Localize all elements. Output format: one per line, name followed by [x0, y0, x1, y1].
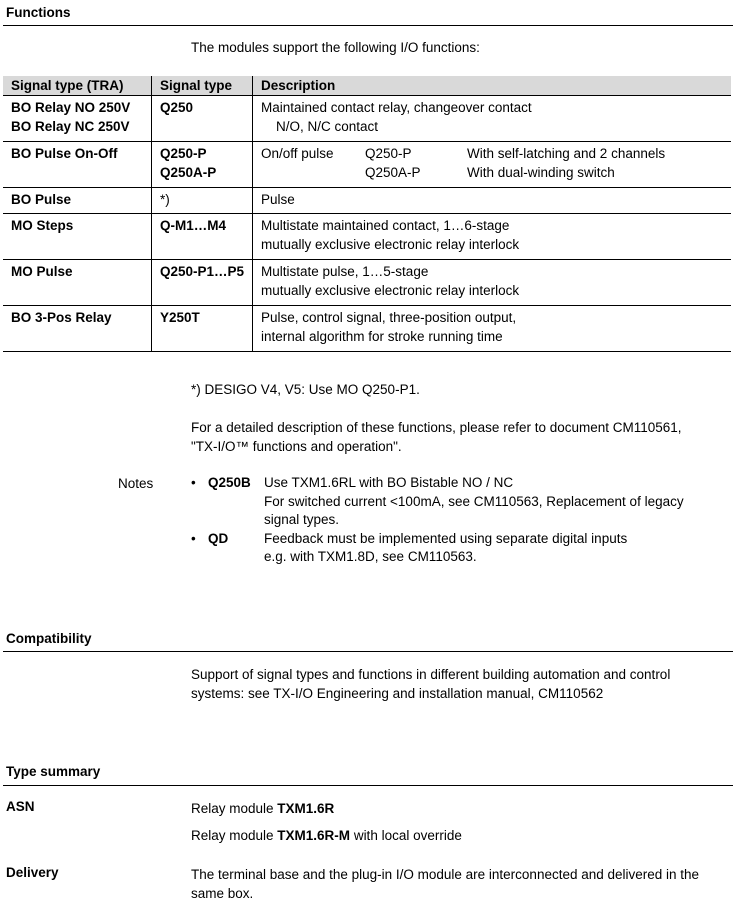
note-item — [191, 474, 734, 530]
bullet-icon: • — [191, 475, 196, 490]
bullet-icon: • — [191, 530, 196, 546]
cell-tra — [3, 214, 152, 260]
cell-text: Multistate pulse, 1…5-stage — [261, 264, 429, 279]
functions-intro: The modules support the following I/O functions: — [191, 40, 480, 55]
cell-text: BO Pulse — [11, 192, 72, 207]
note-line: For switched current <100mA, see CM110563, Replacement of legacy — [264, 493, 684, 509]
cell-tra — [3, 260, 152, 306]
cell-tra — [3, 142, 152, 188]
cell-text: *) — [160, 192, 170, 207]
cell-text: MO Pulse — [11, 264, 73, 279]
cell-text: Multistate maintained contact, 1…6-stage — [261, 218, 510, 233]
note-line: Feedback must be implemented using separate digital inputs — [264, 530, 628, 546]
cell-text: BO Relay NC 250V — [11, 119, 130, 134]
cell-text: mutually exclusive electronic relay interlock — [261, 283, 520, 298]
cell-text: BO 3-Pos Relay — [11, 310, 112, 325]
notes-label: Notes — [118, 476, 154, 491]
note-line: e.g. with TXM1.8D, see CM110563. — [264, 549, 477, 564]
note-text — [264, 474, 734, 530]
cell-text: On/off pulse — [261, 146, 334, 161]
asn-item — [191, 826, 462, 845]
cell-description — [253, 96, 732, 142]
table-row — [3, 96, 731, 142]
table-row — [3, 260, 731, 306]
cell-text: Maintained contact relay, changeover contact — [261, 100, 532, 115]
cell-signal — [152, 260, 253, 306]
cell-text: Pulse — [261, 192, 295, 207]
cell-signal — [152, 142, 253, 188]
section-divider — [3, 651, 733, 652]
column-header-description: Description — [253, 76, 732, 96]
section-title-compatibility: Compatibility — [6, 631, 92, 646]
cell-description — [253, 306, 732, 352]
footnote: *) DESIGO V4, V5: Use MO Q250-P1. — [191, 382, 420, 397]
column-header-signal-type: Signal type — [152, 76, 253, 96]
paragraph-line: For a detailed description of these functions, please refer to document CM110561, — [191, 420, 682, 435]
cell-text: BO Relay NO 250V — [11, 100, 131, 115]
table-header-row — [3, 76, 731, 96]
table-row — [3, 142, 731, 188]
compatibility-text — [191, 665, 670, 703]
paragraph-line: same box. — [191, 886, 254, 901]
cell-text: Q250 — [160, 100, 194, 115]
cell-text: Q250-P — [160, 146, 207, 161]
cell-text: Q250-P — [365, 146, 412, 161]
asn-model: TXM1.6R-M — [277, 828, 351, 843]
section-title-functions: Functions — [6, 5, 71, 20]
paragraph-line: Support of signal types and functions in different building automation and control — [191, 667, 671, 682]
paragraph-line: The terminal base and the plug-in I/O module are interconnected and delivered in the — [191, 867, 700, 882]
cell-text: Q250A-P — [365, 165, 421, 180]
note-key: Q250B — [208, 475, 251, 490]
section-divider — [3, 785, 733, 786]
table-row — [3, 188, 731, 214]
cell-text: Pulse, control signal, three-position output, — [261, 310, 517, 325]
cell-text: MO Steps — [11, 218, 74, 233]
cell-text: internal algorithm for stroke running time — [261, 329, 503, 344]
cell-description — [253, 214, 732, 260]
cell-text: N/O, N/C contact — [276, 119, 379, 134]
note-key: QD — [208, 530, 229, 546]
note-line: Use TXM1.6RL with BO Bistable NO / NC — [264, 475, 514, 490]
functions-table — [3, 76, 731, 352]
cell-text: BO Pulse On-Off — [11, 146, 118, 161]
delivery-text — [191, 865, 699, 903]
note-item — [191, 530, 734, 567]
asn-prefix: Relay module — [191, 801, 278, 816]
asn-model: TXM1.6R — [277, 801, 335, 816]
section-divider — [3, 25, 733, 26]
cell-signal — [152, 214, 253, 260]
cell-tra — [3, 96, 152, 142]
paragraph-line: "TX-I/O™ functions and operation". — [191, 439, 402, 454]
cell-text: mutually exclusive electronic relay interlock — [261, 237, 520, 252]
cell-signal — [152, 188, 253, 214]
cell-text: With dual-winding switch — [467, 165, 615, 180]
paragraph-line: systems: see TX-I/O Engineering and installation manual, CM110562 — [191, 686, 604, 701]
cell-text: Q250A-P — [160, 165, 217, 180]
cell-description — [253, 188, 732, 214]
asn-item — [191, 799, 334, 818]
notes-list — [191, 474, 734, 567]
asn-label: ASN — [6, 799, 35, 814]
table-row — [3, 306, 731, 352]
delivery-label: Delivery — [6, 865, 59, 880]
table-row — [3, 214, 731, 260]
note-line: signal types. — [264, 512, 340, 527]
cell-signal — [152, 96, 253, 142]
cell-text: With self-latching and 2 channels — [467, 146, 666, 161]
cell-tra — [3, 188, 152, 214]
column-header-signal-type-tra: Signal type (TRA) — [3, 76, 152, 96]
cell-text: Y250T — [160, 310, 200, 325]
reference-paragraph — [191, 418, 682, 456]
cell-description — [253, 260, 732, 306]
note-text — [264, 530, 734, 567]
cell-text: Q-M1…M4 — [160, 218, 227, 233]
section-title-type-summary: Type summary — [6, 764, 101, 779]
cell-signal — [152, 306, 253, 352]
cell-description — [253, 142, 732, 188]
cell-tra — [3, 306, 152, 352]
asn-prefix: Relay module — [191, 828, 278, 843]
asn-suffix: with local override — [350, 828, 462, 843]
cell-text: Q250-P1…P5 — [160, 264, 245, 279]
